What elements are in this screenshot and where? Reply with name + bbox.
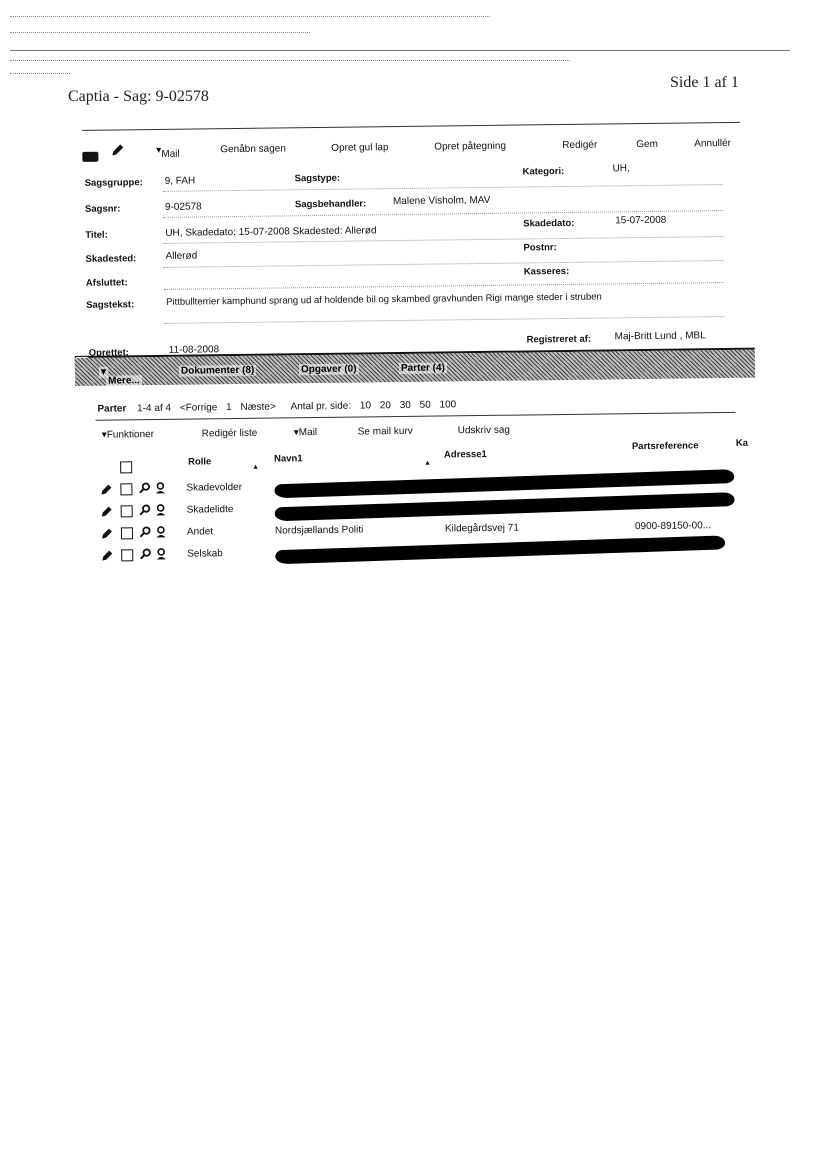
afsluttet-label: Afsluttet: [85,277,128,289]
print-case-button[interactable]: Udskriv sag [457,424,511,437]
search-icon[interactable] [138,482,150,497]
scan-noise [10,50,790,52]
select-all-checkbox[interactable] [120,461,132,473]
person-icon[interactable] [155,526,167,541]
tab-more[interactable]: ▾ Mere... [100,366,140,387]
column-header-extra[interactable]: Ka [735,437,749,449]
per-page-50[interactable]: 50 [419,399,431,411]
mail-menu[interactable]: ▾ Mail [156,144,180,160]
document-title: Captia - Sag: 9-02578 [68,88,209,105]
pager-range: 1-4 af 4 [137,402,172,415]
cell-rolle: Andet [186,526,214,538]
column-header-navn1[interactable]: Navn1 [273,453,303,465]
person-icon[interactable] [154,482,166,497]
tab-documents[interactable]: Dokumenter (8) [180,364,255,377]
see-mail-basket-button[interactable]: Se mail kurv [357,425,413,438]
mail-label: Mail [161,148,180,160]
sagstekst-value: Pittbullterrier kamphund sprang ud af holdende bil og skambed gravhunden Rigi mange steder i struben [166,291,602,308]
pencil-icon[interactable] [110,143,124,160]
reopen-button[interactable]: Genåbn sagen [220,143,286,156]
mail-menu-parties[interactable]: ▾ Mail [293,427,318,439]
sagsbehandler-label: Sagsbehandler: [294,198,367,211]
registreret-value: Maj-Britt Lund , MBL [614,330,706,343]
scan-noise [10,73,70,75]
sort-up-icon[interactable]: ▲ [424,459,432,467]
scan-noise [10,60,570,62]
oprettet-label: Oprettet: [88,347,129,359]
cell-partsreference: 0900-89150-00... [634,520,712,533]
per-page-label: Antal pr. side: [290,400,352,413]
person-icon[interactable] [155,548,167,563]
create-note-button[interactable]: Opret gul lap [331,142,389,154]
cell-rolle: Selskab [187,548,223,560]
skadested-value: Allerød [165,250,198,262]
edit-pencil-icon[interactable] [101,528,113,543]
pager-page-link[interactable]: 1 [226,402,232,414]
per-page-20[interactable]: 20 [379,400,391,412]
per-page-30[interactable]: 30 [399,399,411,412]
sagsbehandler-value: Malene Visholm, MAV [392,194,491,208]
edit-list-button[interactable]: Redigér liste [201,427,258,440]
column-header-rolle[interactable]: Rolle [188,456,212,468]
row-checkbox[interactable] [120,483,132,495]
edit-button[interactable]: Redigér [562,139,598,152]
person-icon[interactable] [155,504,167,519]
sagsgruppe-value: 9, FAH [164,175,196,187]
divider [164,282,724,290]
search-icon[interactable] [139,526,151,541]
pager-title: Parter [97,403,127,415]
scan-noise [10,32,310,34]
save-button[interactable]: Gem [636,138,658,151]
pager [97,399,462,414]
sagsgruppe-label: Sagsgruppe: [84,177,143,189]
postnr-label: Postnr: [523,242,557,254]
column-header-partsreference[interactable]: Partsreference [631,440,699,453]
case-window [72,120,757,568]
sort-up-icon[interactable]: ▲ [252,463,260,471]
create-endorsement-button[interactable]: Opret påtegning [434,140,507,153]
row-checkbox[interactable] [121,527,133,539]
pager-next-link[interactable]: Næste> [240,401,276,413]
per-page-100[interactable]: 100 [439,399,457,411]
skadedato-label: Skadedato: [523,217,575,230]
kasseres-label: Kasseres: [523,265,570,278]
divider [164,260,724,268]
sagstype-label: Sagstype: [294,172,341,185]
edit-pencil-icon[interactable] [101,550,113,565]
per-page-10[interactable]: 10 [359,400,372,412]
row-checkbox[interactable] [121,549,133,561]
titel-label: Titel: [85,229,108,241]
pager-prev-link[interactable]: <Forrige [179,402,218,414]
divider [82,122,740,131]
sagsnr-value: 9-02578 [164,201,202,213]
cancel-button[interactable]: Annullér [694,137,732,150]
cell-navn1: Nordsjællands Politi [274,524,364,537]
search-icon[interactable] [139,504,151,519]
functions-label: Funktioner [106,429,155,441]
cell-rolle: Skadevolder [186,481,243,494]
tab-tasks[interactable]: Opgaver (0) [300,363,357,376]
scan-noise [10,16,490,18]
kategori-label: Kategori: [522,165,565,178]
registreret-label: Registreret af: [526,333,592,346]
skadested-label: Skadested: [85,253,137,265]
sagsnr-label: Sagsnr: [84,203,121,215]
sagstekst-label: Sagstekst: [86,299,135,311]
column-header-adresse1[interactable]: Adresse1 [443,448,487,461]
cell-rolle: Skadelidte [186,504,234,516]
oprettet-value: 11-08-2008 [168,344,220,356]
divider [163,184,723,192]
mail-label: Mail [298,427,318,439]
kategori-value: UH, [612,163,630,175]
row-checkbox[interactable] [121,505,133,517]
tab-parties[interactable]: Parter (4) [400,362,445,374]
skadedato-value: 15-07-2008 [615,214,667,227]
search-icon[interactable] [139,548,151,563]
functions-menu[interactable]: ▾ Funktioner [101,429,155,441]
edit-pencil-icon[interactable] [100,484,112,499]
case-toolbar [82,134,742,160]
divider [164,316,724,324]
cell-adresse1: Kildegårdsvej 71 [444,522,519,535]
tab-more-label: Mere... [108,375,140,387]
page-label: Side 1 af 1 [670,74,739,91]
edit-pencil-icon[interactable] [101,506,113,521]
titel-value: UH, Skadedato: 15-07-2008 Skadested: Allerød [165,225,377,239]
